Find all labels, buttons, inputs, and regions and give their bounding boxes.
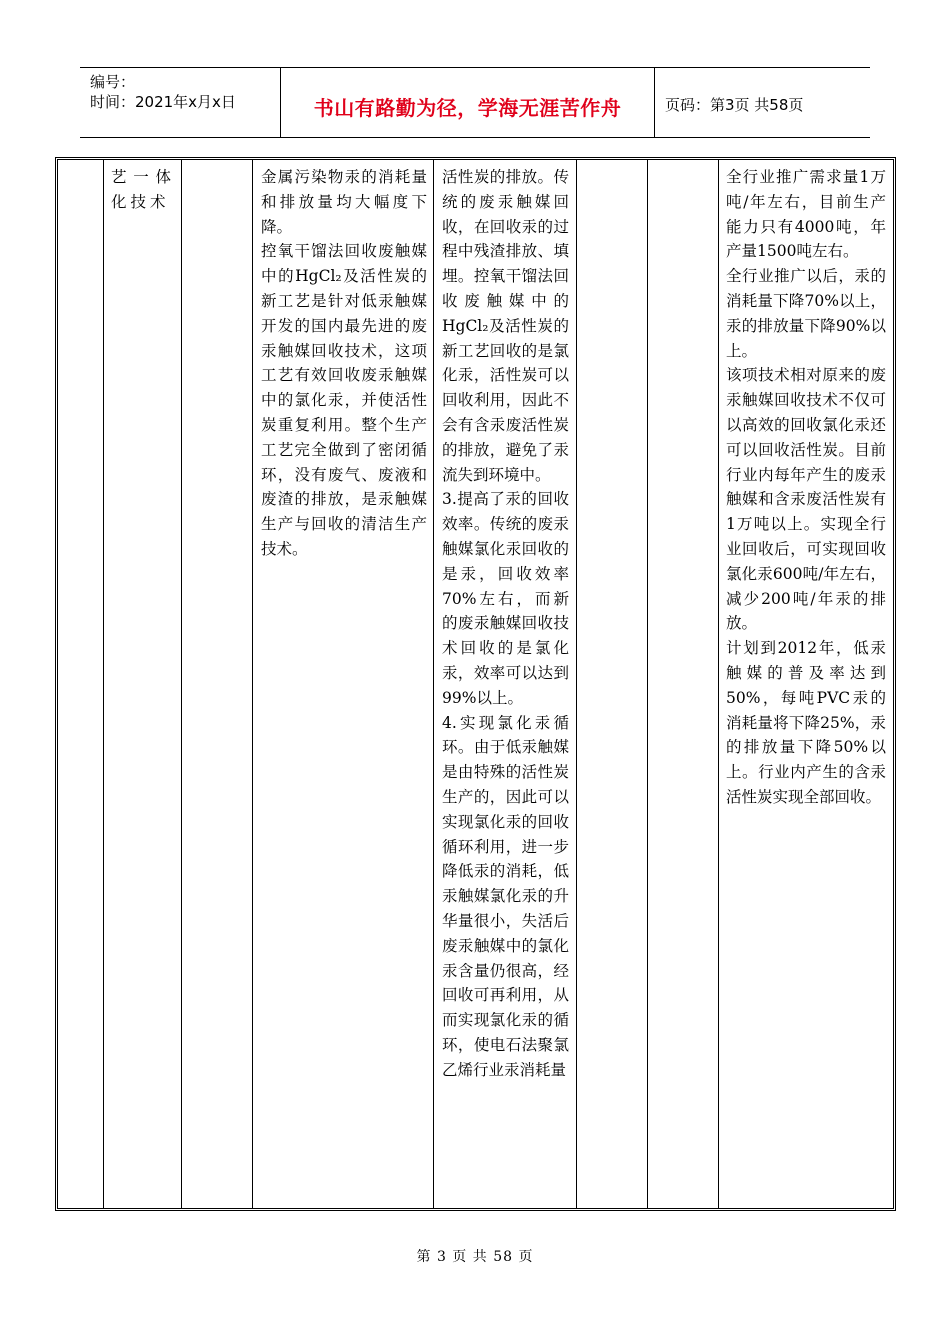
doc-time-label: 时间：2021年x月x日: [90, 93, 236, 111]
col-divider: [576, 160, 577, 1208]
col-divider: [433, 160, 434, 1208]
cell-description: [261, 165, 427, 562]
page-footer: 第 3 页 共 58 页: [416, 1249, 534, 1265]
benefits-paragraph: 计划到2012年，低汞触媒的普及率达到50%，每吨PVC汞的消耗量将下降25%，汞的排放量下降50%以上。行业内产生的含汞活性炭实现全部回收。: [726, 639, 886, 806]
header-motto: 书山有路勤为径，学海无涯苦作舟: [313, 96, 622, 120]
benefits-paragraph: 全行业推广需求量1万吨/年左右，目前生产能力只有4000吨，年产量1500吨左右。: [726, 168, 886, 261]
col-divider: [647, 160, 648, 1208]
col-divider: [718, 160, 719, 1208]
cell-benefits: [726, 165, 886, 810]
benefits-paragraph: 全行业推广以后，汞的消耗量下降70%以上，汞的排放量下降90%以上。: [726, 267, 886, 360]
features-paragraph: 4.实现氯化汞循环。由于低汞触媒是由特殊的活性炭生产的，因此可以实现氯化汞的回收循环利用，进一步降低汞的消耗，低汞触媒氯化汞的升华量很小，失活后废汞触媒中的氯化汞含量仍很高，经回收可再利用，从而实现氯化汞的循环，使电石法聚氯乙烯行业汞消耗量: [442, 713, 569, 1079]
features-paragraph: 活性炭的排放。传统的废汞触媒回收，在回收汞的过程中残渣排放、填埋。控氧干馏法回收废触媒中的HgCl₂及活性炭的新工艺回收的是氯化汞，活性炭可以回收利用，因此不会有含汞废活性炭的排放，避免了汞流失到环境中。: [442, 168, 569, 484]
cell-features: [442, 165, 569, 1082]
col-divider: [181, 160, 182, 1208]
header-page-cell: [655, 68, 870, 137]
col-divider: [252, 160, 253, 1208]
features-paragraph: 3.提高了汞的回收效率。传统的废汞触媒氯化汞回收的是汞，回收效率70%左右，而新的废汞触媒回收技术回收的是氯化汞，效率可以达到99%以上。: [442, 490, 569, 707]
header-motto-cell: [281, 68, 655, 137]
description-paragraph: 控氧干馏法回收废触媒中的HgCl₂及活性炭的新工艺是针对低汞触媒开发的国内最先进的废汞触媒回收技术，这项工艺有效回收废汞触媒中的氯化汞，并使活性炭重复利用。整个生产工艺完全做到了密闭循环，没有废气、废液和废渣的排放，是汞触媒生产与回收的清洁生产技术。: [261, 242, 427, 558]
header-page-info: 页码：第3页 共58页: [665, 96, 804, 114]
page-header: [80, 67, 870, 138]
cell-tech-name: 艺一体化技术: [111, 168, 175, 211]
col-divider: [103, 160, 104, 1208]
benefits-paragraph: 该项技术相对原来的废汞触媒回收技术不仅可以高效的回收氯化汞还可以回收活性炭。目前行业内每年产生的废汞触媒和含汞废活性炭有1万吨以上。实现全行业回收后，可实现回收氯化汞600吨/年左右，减少200吨/年汞的排放。: [726, 366, 886, 633]
content-table: [55, 157, 896, 1211]
doc-number-label: 编号：: [90, 73, 136, 91]
description-paragraph: 金属污染物汞的消耗量和排放量均大幅度下降。: [261, 168, 427, 236]
header-meta: [80, 68, 281, 137]
